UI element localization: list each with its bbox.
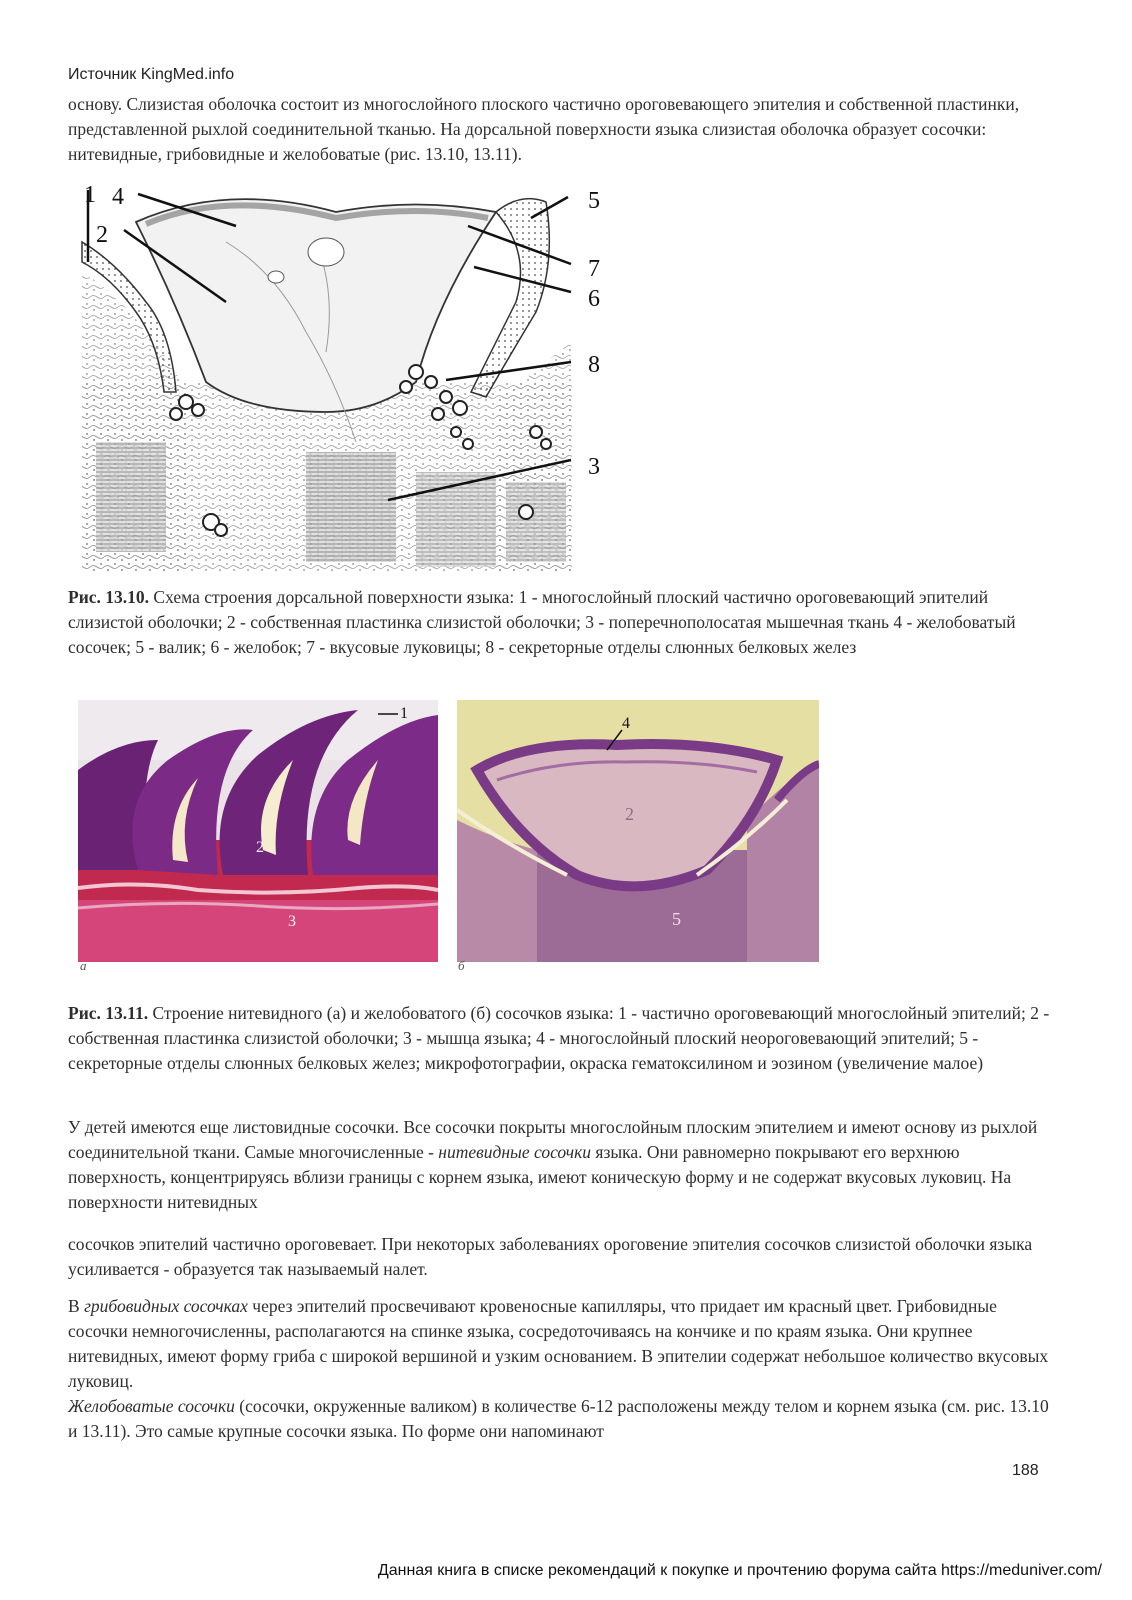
text-run: В: [68, 1296, 85, 1316]
text-run: У детей имеются еще листовидные сосочки. Все сосочки покрыты многослойным плоским эпителием и имеют основу из рыхлой соединительной ткани. Самые многочисленные -: [68, 1117, 1038, 1162]
source-header: Источник KingMed.info: [68, 66, 235, 83]
text-run: (сосочки, окруженные валиком) в количестве 6-12 расположены между телом и корнем языка (см. рис. 13.10 и 13.11). Это самые крупные сосочки языка. По форме они напоминают: [68, 1396, 1049, 1441]
paragraph-filiform: [68, 1115, 1058, 1215]
fig1-label-5: 5: [588, 188, 600, 214]
fig1-label-6: 6: [588, 286, 600, 312]
footer-note: Данная книга в списке рекомендаций к покупке и прочтению форума сайта https://meduniver.com/: [377, 1562, 1102, 1579]
text-run: языка. Они равномерно покрывают его верхнюю поверхность, концентрируясь вблизи границы с корнем языка, имеют коническую форму и не содержат вкусовых луковиц. На поверхности нитевидных: [68, 1142, 1012, 1212]
emphasis-term: нитевидные сосочки: [438, 1142, 592, 1162]
page-number: 188: [1012, 1462, 1039, 1479]
emphasis-term: Желобоватые сосочки: [68, 1396, 235, 1416]
panel-a-letter: а: [80, 958, 87, 973]
figure-13-11-caption: [68, 1001, 1058, 1076]
figure-13-10-caption: [68, 585, 1058, 660]
caption-title: Рис. 13.10.: [68, 587, 150, 607]
fig2b-label-5: 5: [672, 909, 681, 929]
fig1-label-3: 3: [588, 454, 600, 480]
caption-text: Строение нитевидного (а) и желобоватого (б) сосочков языка: 1 - частично ороговевающий многослойный эпителий; 2 - собственная пластинка слизистой оболочки; 3 - мышца языка; 4 - многослойный плоский неороговевающий эпителий; 5 - секреторные отделы слюнных белковых желез; микрофотографии, окраска гематоксилином и эозином (увеличение малое): [68, 1003, 1050, 1073]
fig2b-label-4: 4: [622, 715, 630, 732]
fig2a-label-3: 3: [288, 913, 296, 930]
fig2a-label-1: 1: [400, 705, 408, 722]
figure-13-11b-micrograph: [457, 700, 819, 962]
fig1-label-7: 7: [588, 256, 600, 282]
text-run: через эпителий просвечивают кровеносные капилляры, что придает им красный цвет. Грибовидные сосочки немногочисленны, располагаются на спинке языка, сосредоточиваясь на кончике и по краям языка. Они крупнее нитевидных, имеют форму гриба с широкой вершиной и узким основанием. В эпителии содержат небольшое количество вкусовых луковиц.: [68, 1296, 1049, 1391]
fig1-label-1: 1: [84, 182, 96, 208]
fig1-label-8: 8: [588, 352, 600, 378]
caption-title: Рис. 13.11.: [68, 1003, 149, 1023]
fig2b-label-2: 2: [625, 804, 634, 824]
panel-b-letter: б: [458, 958, 465, 973]
intro-paragraph: основу. Слизистая оболочка состоит из многослойного плоского частично ороговевающего эпителия и собственной пластинки, представленной рыхлой соединительной тканью. На дорсальной поверхности языка слизистая оболочка образует сосочки: нитевидные, грибовидные и желобоватые (рис. 13.10, 13.11).: [68, 94, 1020, 164]
fig1-label-2: 2: [96, 222, 108, 248]
paragraph-fungiform-vallate: [68, 1294, 1058, 1444]
emphasis-term: грибовидных сосочках: [84, 1296, 248, 1316]
caption-text: Схема строения дорсальной поверхности языка: 1 - многослойный плоский частично ороговевающий эпителий слизистой оболочки; 2 - собственная пластинка слизистой оболочки; 3 - поперечнополосатая мышечная ткань 4 - желобоватый сосочек; 5 - валик; 6 - желобок; 7 - вкусовые луковицы; 8 - секреторные отделы слюнных белковых желез: [68, 587, 1016, 657]
figure-13-11a-micrograph: [78, 700, 438, 962]
paragraph-continuation: сосочков эпителий частично ороговевает. При некоторых заболеваниях ороговение эпителия сосочков слизистой оболочки языка усиливается - образуется так называемый налет.: [68, 1234, 1033, 1279]
fig2a-label-2: 2: [256, 839, 264, 856]
fig1-label-4: 4: [112, 184, 124, 210]
figure-13-10-drawing: [76, 182, 616, 572]
